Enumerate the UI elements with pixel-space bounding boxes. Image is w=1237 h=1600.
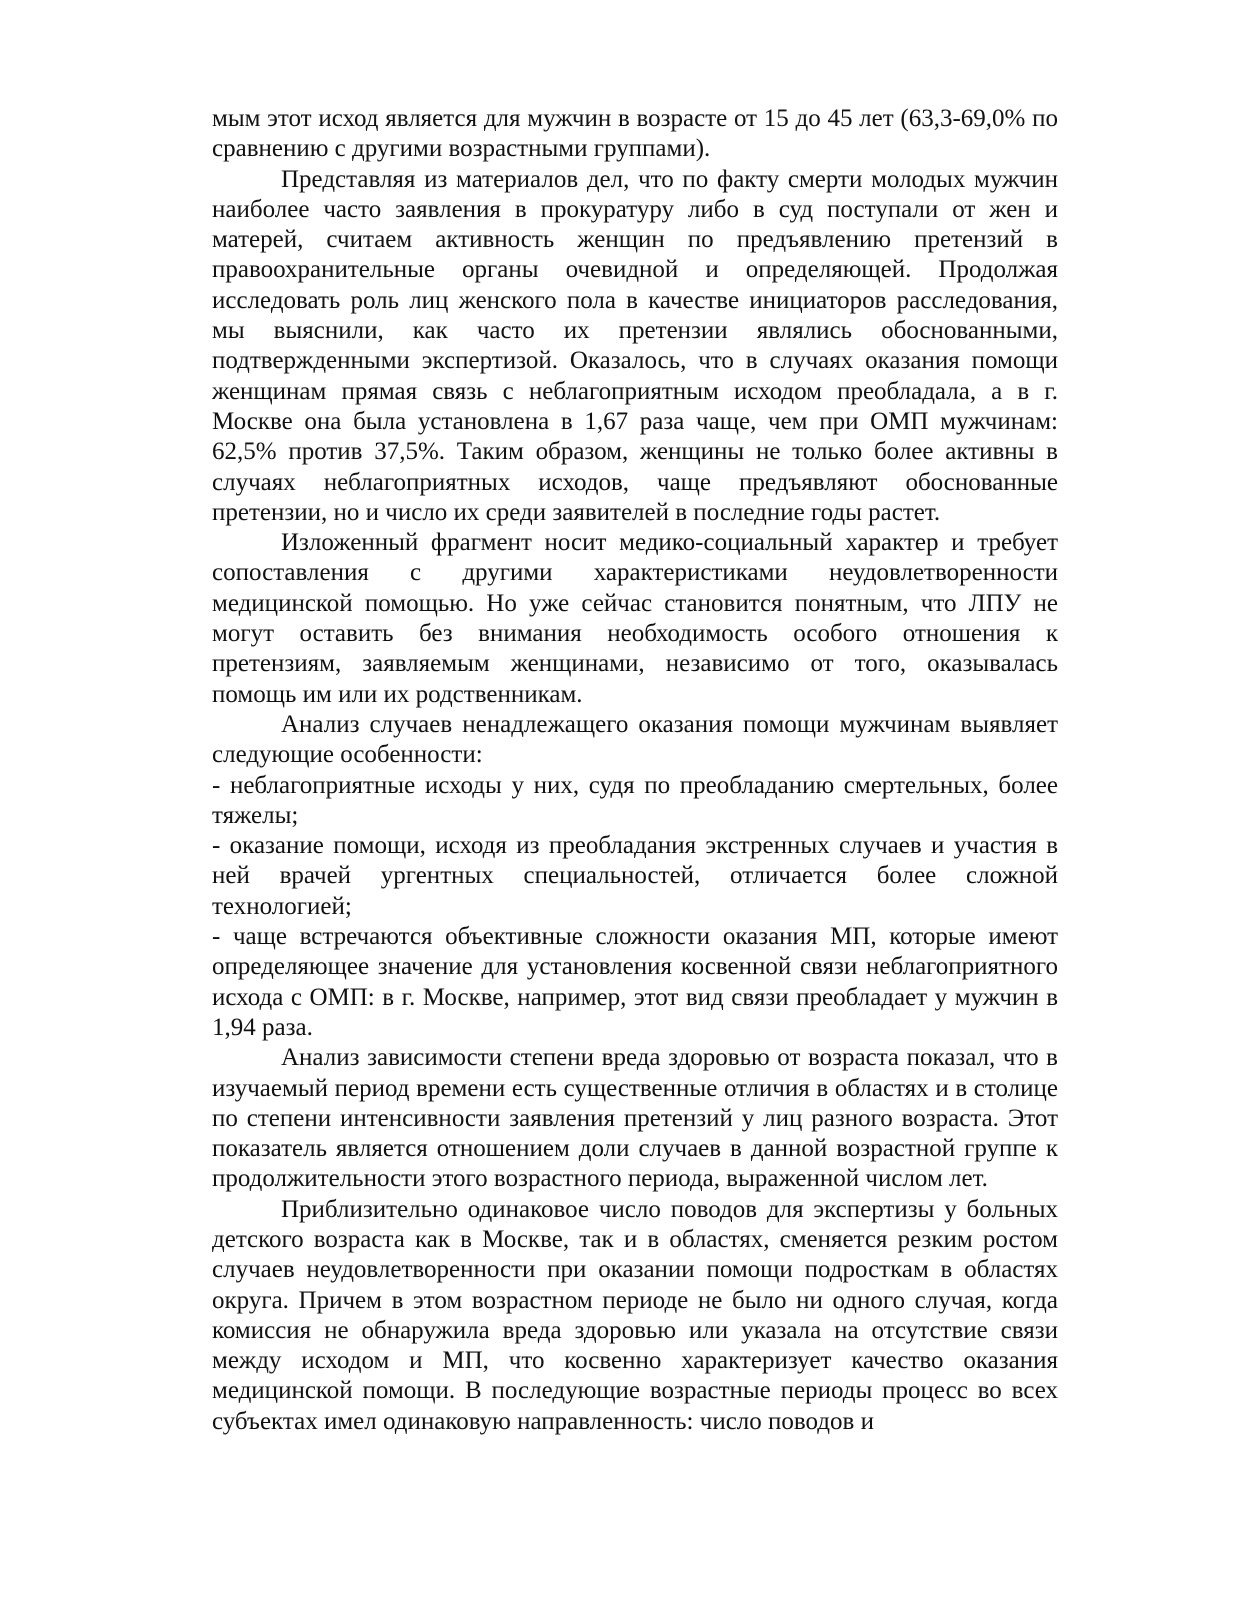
paragraph-1: мым этот исход является для мужчин в возрасте от 15 до 45 лет (63,3-69,0% по сравнению с другими возрастными группами). — [212, 105, 1058, 163]
list-item-1: - неблагоприятные исходы у них, судя по преобладанию смертельных, более тяжелы; — [212, 771, 1058, 829]
paragraph-4: Анализ случаев ненадлежащего оказания помощи мужчинам выявляет следующие особенности: — [212, 710, 1058, 769]
list-item-2: - оказание помощи, исходя из преобладания экстренных случаев и участия в ней врачей ургентных специальностей, отличается более сложной технологией; — [212, 832, 1058, 920]
list-item-3: - чаще встречаются объективные сложности оказания МП, которые имеют определяющее значение для установления косвенной связи неблагоприятного исхода с ОМП: в г. Москве, например, этот вид связи преобладает у мужчин в 1,94 раза. — [212, 923, 1058, 1041]
paragraph-5: Анализ зависимости степени вреда здоровью от возраста показал, что в изучаемый период времени есть существенные отличия в областях и в столице по степени интенсивности заявления претензий у лиц разного возраста. Этот показатель является отношением доли случаев в данной возрастной группе к продолжительности этого возрастного периода, выраженной числом лет. — [212, 1044, 1058, 1193]
paragraph-3: Изложенный фрагмент носит медико-социальный характер и требует сопоставления с другими характеристиками неудовлетворенности медицинской помощью. Но уже сейчас становится понятным, что ЛПУ не могут оставить без внимания необходимость особого отношения к претензиям, заявляемым женщинами, независимо от того, оказывалась помощь им или их родственникам. — [212, 529, 1058, 708]
paragraph-6: Приблизительно одинаковое число поводов для экспертизы у больных детского возраста как в Москве, так и в областях, сменяется резким ростом случаев неудовлетворенности при оказании помощи подросткам в областях округа. Причем в этом возрастном периоде не было ни одного случая, когда комиссия не обнаружила вреда здоровью или указала на отсутствие связи между исходом и МП, что косвенно характеризует качество оказания медицинской помощи. В последующие возрастные периоды процесс во всех субъектах имел одинаковую направленность: число поводов и — [212, 1195, 1058, 1435]
document-page — [212, 104, 1058, 1437]
paragraph-2: Представляя из материалов дел, что по факту смерти молодых мужчин наиболее часто заявления в прокуратуру либо в суд поступали от жен и матерей, считаем активность женщин по предъявлению претензий в правоохранительные органы очевидной и определяющей. Продолжая исследовать роль лиц женского пола в качестве инициаторов расследования, мы выяснили, как часто их претензии являлись обоснованными, подтвержденными экспертизой. Оказалось, что в случаях оказания помощи женщинам прямая связь с неблагоприятным исходом преобладала, а в г. Москве она была установлена в 1,67 раза чаще, чем при ОМП мужчинам: 62,5% против 37,5%. Таким образом, женщины не только более активны в случаях неблагоприятных исходов, чаще предъявляют обоснованные претензии, но и число их среди заявителей в последние годы растет. — [212, 165, 1058, 526]
